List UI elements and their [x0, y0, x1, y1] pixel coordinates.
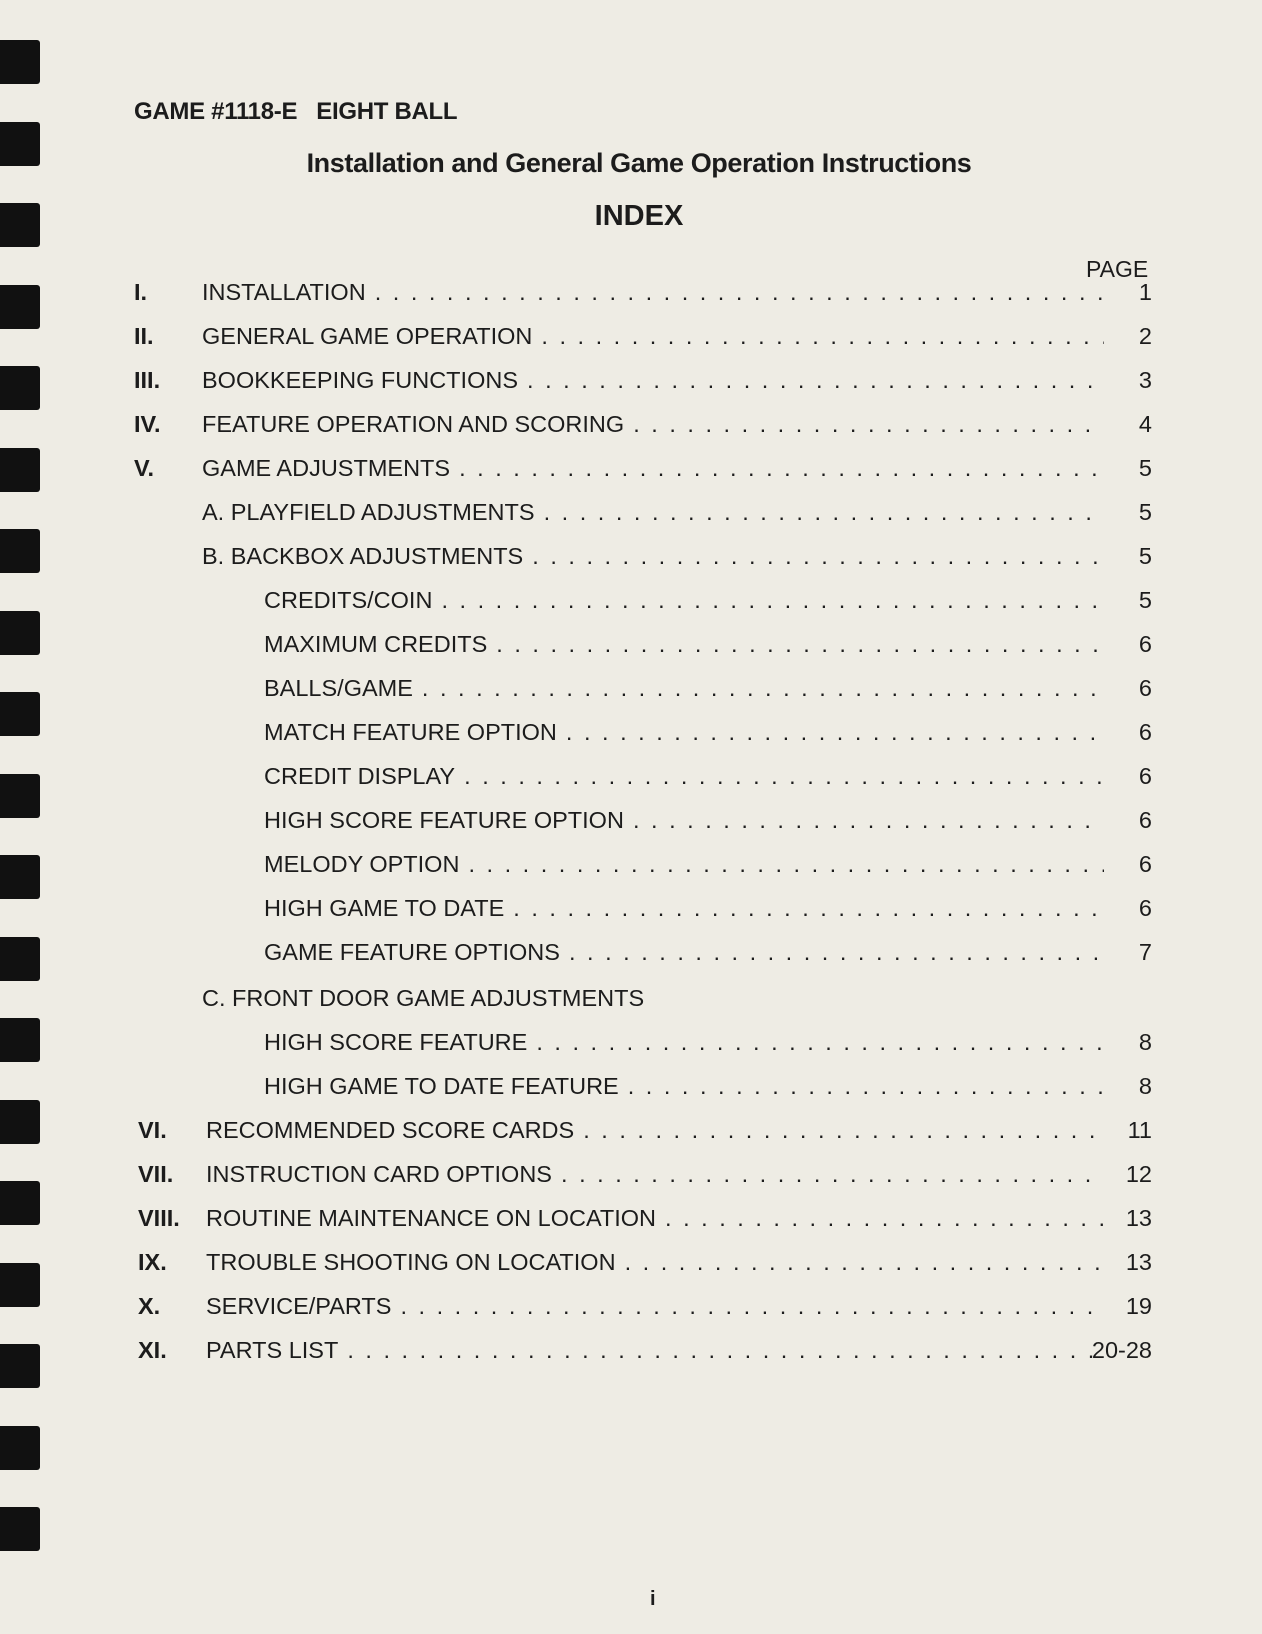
- toc-entry-page: 12: [1125, 1161, 1152, 1187]
- toc-entry-label: TROUBLE SHOOTING ON LOCATION . . .: [206, 1247, 1104, 1277]
- toc-entry: [0, 277, 1262, 307]
- toc-entry-page: 5: [1138, 587, 1152, 613]
- toc-entry: [0, 893, 1262, 923]
- toc-entry: [0, 1071, 1262, 1101]
- toc-entry-label: HIGH GAME TO DATE . . .: [264, 893, 1104, 923]
- toc-entry-label: HIGH SCORE FEATURE . . .: [264, 1027, 1104, 1057]
- toc-entry-page: 6: [1138, 763, 1152, 789]
- toc-entry-label: CREDIT DISPLAY . . .: [264, 761, 1104, 791]
- toc-entry: [0, 453, 1262, 483]
- toc-entry-label: CREDITS/COIN . . .: [264, 585, 1104, 615]
- toc-entry-page: 6: [1138, 631, 1152, 657]
- toc-entry-page: 1: [1138, 279, 1152, 305]
- toc-entry-label: GAME FEATURE OPTIONS . . .: [264, 937, 1104, 967]
- toc-entry-page: 6: [1138, 895, 1152, 921]
- toc-entry: [0, 673, 1262, 703]
- binding-hole: [0, 1426, 40, 1470]
- toc-entry-page: 8: [1138, 1073, 1152, 1099]
- toc-entry: [0, 1203, 1262, 1233]
- toc-entry-label: MELODY OPTION . . .: [264, 849, 1104, 879]
- toc-entry: [0, 805, 1262, 835]
- toc-entry-page: 6: [1138, 675, 1152, 701]
- toc-entry-page: 20-28: [1091, 1337, 1152, 1363]
- toc-entry: [0, 1027, 1262, 1057]
- toc-entry-label: MATCH FEATURE OPTION . . .: [264, 717, 1104, 747]
- document-title: Installation and General Game Operation Instructions: [306, 148, 972, 178]
- toc-entry-page: 6: [1138, 807, 1152, 833]
- toc-entry-page: 6: [1138, 719, 1152, 745]
- page-column-header: PAGE: [1086, 256, 1149, 282]
- toc-entry: [0, 629, 1262, 659]
- toc-entry-number: XI.: [138, 1337, 167, 1363]
- toc-entry-page: 5: [1138, 455, 1152, 481]
- toc-entry: [0, 365, 1262, 395]
- toc-entry-page: 7: [1138, 939, 1152, 965]
- toc-entry-page: 11: [1127, 1117, 1152, 1143]
- toc-entry-label: GENERAL GAME OPERATION . . .: [202, 321, 1104, 351]
- toc-entry-page: 6: [1138, 851, 1152, 877]
- toc-entry: [0, 1335, 1262, 1365]
- toc-entry-page: 19: [1125, 1293, 1152, 1319]
- toc-entry-page: 5: [1138, 499, 1152, 525]
- toc-entry-label: ROUTINE MAINTENANCE ON LOCATION . . .: [206, 1203, 1104, 1233]
- page-number: i: [650, 1588, 656, 1610]
- toc-entry-number: VIII.: [138, 1205, 180, 1231]
- toc-entry-number: I.: [134, 279, 148, 305]
- toc-entry-page: 5: [1138, 543, 1152, 569]
- binding-hole: [0, 40, 40, 84]
- toc-entry-label: HIGH GAME TO DATE FEATURE . . .: [264, 1071, 1104, 1101]
- toc-entry: [0, 541, 1262, 571]
- toc-entry-label: PARTS LIST . . .: [206, 1335, 1104, 1365]
- toc-entry-label: RECOMMENDED SCORE CARDS . . .: [206, 1115, 1104, 1145]
- toc-entry: [0, 937, 1262, 967]
- toc-entry-number: V.: [134, 455, 155, 481]
- toc-entry-number: X.: [138, 1293, 161, 1319]
- toc-entry: [0, 321, 1262, 351]
- toc-entry-label: MAXIMUM CREDITS . . .: [264, 629, 1104, 659]
- toc-entry: [0, 761, 1262, 791]
- toc-entry-label: BALLS/GAME . . .: [264, 673, 1104, 703]
- toc-entry-number: II.: [134, 323, 154, 349]
- toc-entry-label: SERVICE/PARTS . . .: [206, 1291, 1104, 1321]
- index-heading: INDEX: [594, 200, 684, 232]
- toc-entry-label: A. PLAYFIELD ADJUSTMENTS . . .: [202, 497, 1104, 527]
- toc-entry-label: INSTRUCTION CARD OPTIONS . . .: [206, 1159, 1104, 1189]
- toc-entry: [0, 1115, 1262, 1145]
- toc-entry-page: 13: [1125, 1249, 1152, 1275]
- binding-hole: [0, 1507, 40, 1551]
- game-title: GAME #1118-E EIGHT BALL: [134, 98, 458, 125]
- toc-entry-page: 13: [1125, 1205, 1152, 1231]
- toc-entry: [0, 409, 1262, 439]
- toc-entry-number: IV.: [134, 411, 161, 437]
- toc-entry: [0, 849, 1262, 879]
- toc-entry: [0, 1247, 1262, 1277]
- toc-entry-label: FEATURE OPERATION AND SCORING . . .: [202, 409, 1104, 439]
- toc-entry: [0, 717, 1262, 747]
- toc-entry-number: VII.: [138, 1161, 174, 1187]
- toc-entry-number: VI.: [138, 1117, 167, 1143]
- toc-entry-page: 2: [1138, 323, 1152, 349]
- toc-entry-page: 3: [1138, 367, 1152, 393]
- toc-entry: [0, 585, 1262, 615]
- toc-entry-page: 4: [1138, 411, 1152, 437]
- toc-entry-label: HIGH SCORE FEATURE OPTION . . .: [264, 805, 1104, 835]
- toc-entry: [0, 1291, 1262, 1321]
- toc-entry-label: GAME ADJUSTMENTS . . .: [202, 453, 1104, 483]
- toc-entry: [0, 1159, 1262, 1189]
- toc-entry-number: III.: [134, 367, 161, 393]
- toc-entry-label: INSTALLATION . . .: [202, 277, 1104, 307]
- toc-entry-label: C. FRONT DOOR GAME ADJUSTMENTS: [202, 985, 645, 1011]
- toc-entry: [0, 497, 1262, 527]
- toc-entry-number: IX.: [138, 1249, 167, 1275]
- toc-entry-label: BOOKKEEPING FUNCTIONS . . .: [202, 365, 1104, 395]
- toc-entry-page: 8: [1138, 1029, 1152, 1055]
- toc-entry-label: B. BACKBOX ADJUSTMENTS . . .: [202, 541, 1104, 571]
- toc-entry: [0, 983, 1262, 1013]
